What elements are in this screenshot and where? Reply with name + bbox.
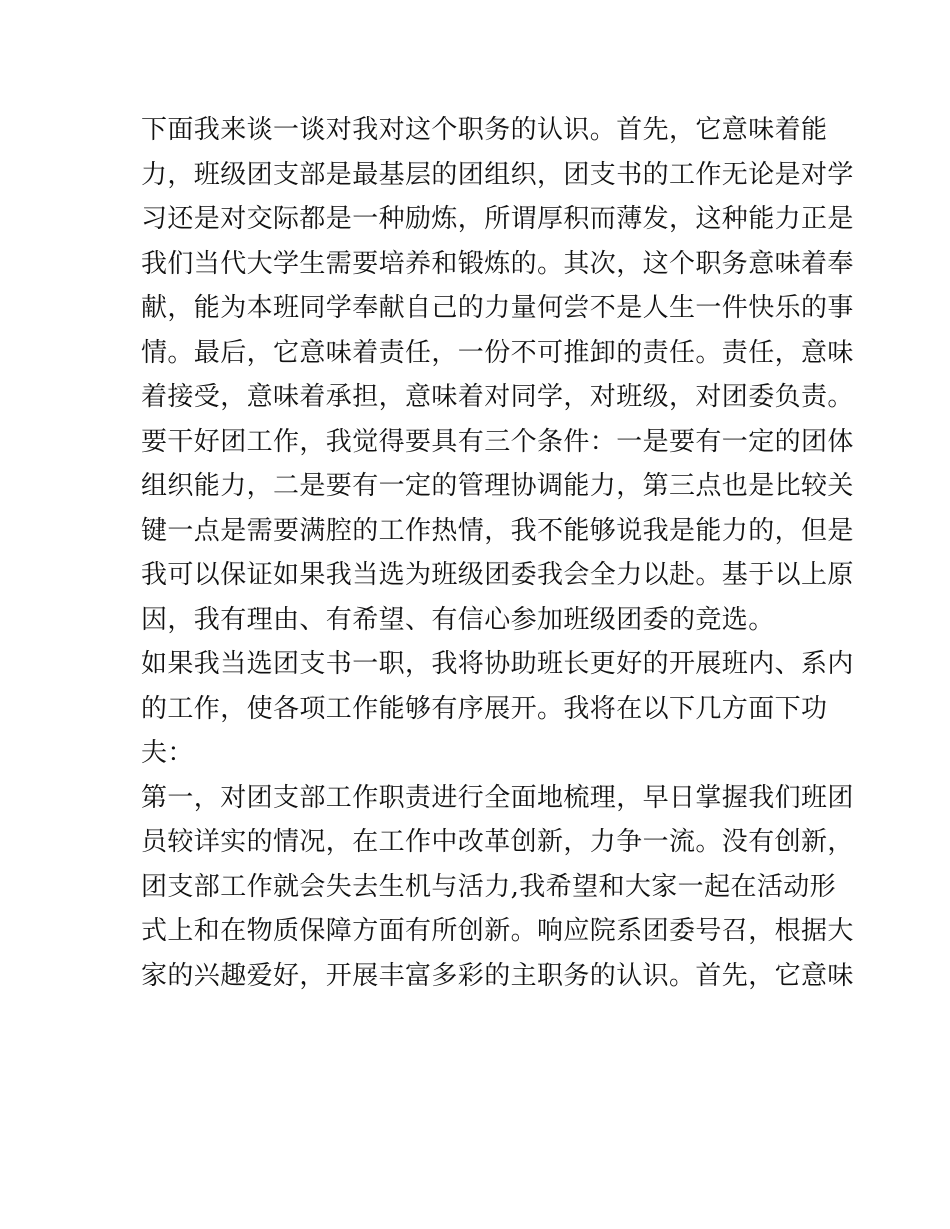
text-line: 键一点是需要满腔的工作热情，我不能够说我是能力的，但是: [141, 515, 854, 546]
text-line: 献，能为本班同学奉献自己的力量何尝不是人生一件快乐的事: [141, 293, 854, 323]
text-line: 下面我来谈一谈对我对这个职务的认识。首先，它意味着能: [141, 115, 828, 145]
text-line: 要干好团工作，我觉得要具有三个条件：一是要有一定的团体: [141, 426, 854, 457]
text-line: 习还是对交际都是一种励炼，所谓厚积而薄发，这种能力正是: [141, 204, 854, 234]
text-line: 如果我当选团支书一职，我将协助班长更好的开展班内、系内: [141, 649, 854, 679]
text-line: 家的兴趣爱好，开展丰富多彩的主职务的认识。首先，它意味: [141, 960, 854, 991]
text-line: 团支部工作就会失去生机与活力,我希望和大家一起在活动形: [141, 871, 837, 902]
text-line: 的工作，使各项工作能够有序展开。我将在以下几方面下功: [141, 693, 828, 724]
text-line: 因，我有理由、有希望、有信心参加班级团委的竞选。: [141, 604, 775, 635]
text-line: 我们当代大学生需要培养和锻炼的。其次，这个职务意味着奉: [141, 248, 854, 279]
body-text: [141, 108, 854, 998]
text-line: 员较详实的情况，在工作中改革创新，力争一流。没有创新，: [141, 827, 854, 857]
text-line: 第一，对团支部工作职责进行全面地梳理，早日掌握我们班团: [141, 782, 854, 813]
text-line: 组织能力，二是要有一定的管理协调能力，第三点也是比较关: [141, 471, 854, 501]
text-line: 式上和在物质保障方面有所创新。响应院系团委号召，根据大: [141, 916, 854, 946]
text-line: 着接受，意味着承担，意味着对同学，对班级，对团委负责。: [141, 382, 854, 412]
text-line: 力，班级团支部是最基层的团组织，团支书的工作无论是对学: [141, 159, 854, 190]
text-line: 我可以保证如果我当选为班级团委我会全力以赴。基于以上原: [141, 560, 854, 590]
text-line: 情。最后，它意味着责任，一份不可推卸的责任。责任，意味: [141, 337, 854, 368]
text-line: 夫：: [141, 738, 194, 768]
